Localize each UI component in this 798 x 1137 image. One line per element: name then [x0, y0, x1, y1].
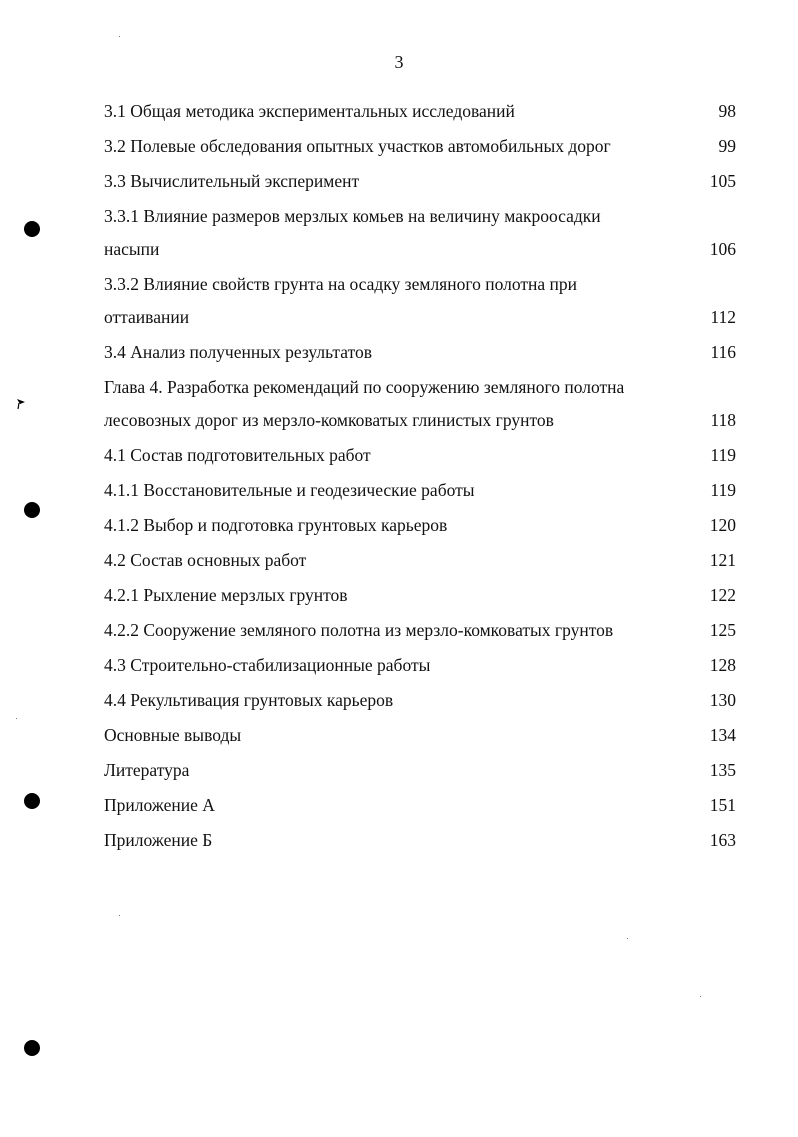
toc-entry-line: 4.4 Рекультивация грунтовых карьеров	[104, 690, 394, 710]
toc-entry-title	[104, 205, 601, 260]
toc-entry-page-number: 99	[718, 136, 736, 156]
toc-entry	[104, 654, 736, 676]
toc-entry-line: 3.3.2 Влияние свойств грунта на осадку земляного полотна при	[104, 274, 577, 294]
toc-entry-line: 4.2.2 Сооружение земляного полотна из мерзло-комковатых грунтов	[104, 620, 614, 640]
toc-entry-page-number: 151	[709, 795, 736, 815]
toc-entry-line: насыпи	[104, 239, 160, 259]
toc-entry-page-number: 118	[710, 410, 736, 430]
scan-mark	[16, 398, 26, 410]
toc-entry-title	[104, 654, 430, 676]
toc-entry-page-number: 119	[710, 445, 736, 465]
toc-entry-title	[104, 584, 348, 606]
toc-entry-title	[104, 273, 577, 328]
toc-entry-page-number: 105	[709, 171, 736, 191]
toc-entry	[104, 135, 736, 157]
scan-speck	[16, 718, 17, 719]
table-of-contents	[104, 100, 736, 864]
toc-entry-title	[104, 619, 613, 641]
punch-hole	[24, 502, 40, 518]
toc-entry-line: 4.1 Состав подготовительных работ	[104, 445, 371, 465]
toc-entry-page-number: 106	[709, 239, 736, 259]
scan-speck	[700, 996, 701, 997]
toc-entry-page-number: 125	[709, 620, 736, 640]
toc-entry-line: 4.3 Строительно-стабилизационные работы	[104, 655, 431, 675]
toc-entry	[104, 619, 736, 641]
toc-entry-title	[104, 135, 611, 157]
toc-entry	[104, 100, 736, 122]
punch-hole	[24, 793, 40, 809]
toc-entry-title	[104, 100, 515, 122]
toc-entry	[104, 205, 736, 260]
toc-entry	[104, 829, 736, 851]
toc-entry-line: 3.3.1 Влияние размеров мерзлых комьев на величину макроосадки	[104, 206, 601, 226]
toc-entry-line: 3.2 Полевые обследования опытных участков автомобильных дорог	[104, 136, 611, 156]
toc-entry-line: Глава 4. Разработка рекомендаций по сооружению земляного полотна	[104, 377, 625, 397]
toc-entry-title	[104, 479, 475, 501]
toc-entry	[104, 794, 736, 816]
toc-entry-page-number: 163	[709, 830, 736, 850]
toc-entry-line: 4.2.1 Рыхление мерзлых грунтов	[104, 585, 348, 605]
punch-hole	[24, 221, 40, 237]
toc-entry-title	[104, 759, 189, 781]
toc-entry	[104, 444, 736, 466]
toc-entry	[104, 549, 736, 571]
toc-entry-title	[104, 724, 241, 746]
toc-entry-line: оттаивании	[104, 307, 190, 327]
toc-entry-line: Приложение Б	[104, 830, 213, 850]
toc-entry-page-number: 128	[709, 655, 736, 675]
toc-entry-line: 3.3 Вычислительный эксперимент	[104, 171, 360, 191]
toc-entry-page-number: 122	[709, 585, 736, 605]
toc-entry-line: 4.1.1 Восстановительные и геодезические работы	[104, 480, 475, 500]
toc-entry-title	[104, 794, 215, 816]
toc-entry-title	[104, 341, 372, 363]
toc-entry	[104, 479, 736, 501]
toc-entry	[104, 584, 736, 606]
toc-entry-page-number: 134	[709, 725, 736, 745]
toc-entry-page-number: 130	[709, 690, 736, 710]
toc-entry	[104, 724, 736, 746]
toc-entry-page-number: 112	[710, 307, 736, 327]
toc-entry-line: 3.1 Общая методика экспериментальных исследований	[104, 101, 515, 121]
toc-entry-title	[104, 514, 447, 536]
toc-entry	[104, 376, 736, 431]
toc-entry-line: 4.2 Состав основных работ	[104, 550, 307, 570]
toc-entry	[104, 170, 736, 192]
toc-entry-line: Основные выводы	[104, 725, 242, 745]
toc-entry	[104, 341, 736, 363]
scan-speck	[119, 915, 120, 916]
toc-entry-line: лесовозных дорог из мерзло-комковатых глинистых грунтов	[104, 410, 554, 430]
toc-entry-page-number: 135	[709, 760, 736, 780]
toc-entry-line: Приложение А	[104, 795, 215, 815]
toc-entry-line: 3.4 Анализ полученных результатов	[104, 342, 373, 362]
scan-speck	[119, 36, 120, 37]
toc-entry-title	[104, 376, 624, 431]
toc-entry-title	[104, 689, 393, 711]
toc-entry-title	[104, 549, 306, 571]
toc-entry-title	[104, 444, 371, 466]
toc-entry-page-number: 119	[710, 480, 736, 500]
scan-speck	[627, 938, 628, 939]
toc-entry-line: 4.1.2 Выбор и подготовка грунтовых карьеров	[104, 515, 448, 535]
toc-entry	[104, 689, 736, 711]
toc-entry-page-number: 98	[718, 101, 736, 121]
toc-entry	[104, 759, 736, 781]
toc-entry-title	[104, 170, 359, 192]
toc-entry	[104, 273, 736, 328]
toc-entry-page-number: 120	[709, 515, 736, 535]
toc-entry-page-number: 116	[710, 342, 736, 362]
toc-entry-line: Литература	[104, 760, 190, 780]
toc-entry-page-number: 121	[709, 550, 736, 570]
page-number: 3	[394, 52, 404, 72]
punch-hole	[24, 1040, 40, 1056]
toc-entry	[104, 514, 736, 536]
toc-entry-title	[104, 829, 212, 851]
